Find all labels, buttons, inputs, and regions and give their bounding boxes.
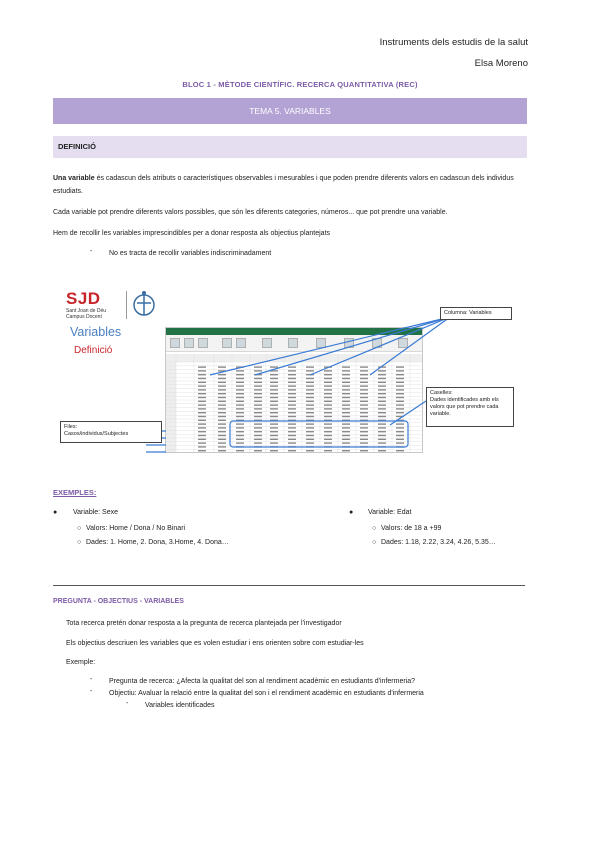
circle-bullet-icon: ○ [372,539,377,546]
exemples-heading: EXEMPLES: [53,488,97,497]
sjd-logo: SJD [66,289,101,308]
pregunta-b3: Variables identificades [145,702,215,709]
callout-files [60,421,162,443]
ex-right-dades: Dades: 1.18, 2.22, 3.24, 4.26, 5.35… [381,539,496,546]
section-definicio: DEFINICIÓ [53,136,527,158]
para1-rest: és cadascun dels atributs o característiques observables i mesurables i que poden prendre diferents valors en cadascun dels individus estudiats. [53,175,514,195]
circle-bullet-icon: ○ [77,525,82,532]
tema-title: TEMA 5. VARIABLES [53,98,527,124]
para1-bold: Una variable [53,175,95,182]
bullet-icon: ● [53,509,58,516]
callout-columns: Columna: Variables [440,307,512,320]
logo-sub-line2: Campus Docent [66,314,102,320]
definicio-bullet1: No es tracta de recollir variables indiscriminadament [109,250,272,257]
pregunta-para2: Els objectius descriuen les variables que es volen estudiar i ens orienten sobre com estudiar-les [66,640,364,647]
bloc-title: BLOC 1 - MÈTODE CIENTÍFIC. RECERCA QUANTITATIVA (REC) [182,80,418,89]
pregunta-para1: Tota recerca pretén donar resposta a la pregunta de recerca plantejada per l'investigador [66,620,342,627]
header-author: Elsa Moreno [474,58,528,69]
circle-bullet-icon: ○ [77,539,82,546]
bullet-icon: ● [349,509,354,516]
section-divider [53,585,525,586]
dash-bullet: - [90,688,93,695]
callout-files-body: Casos/individus/Subjectes [64,431,129,437]
callout-dades [426,387,514,427]
ex-right-variable: Variable: Edat [368,509,412,516]
pregunta-exemple-label: Exemple: [66,659,96,666]
figure-title: Variables [70,325,122,339]
definicio-para2: Cada variable pot prendre diferents valors possibles, que són les diferents categories, números... que pot prendre una variable. [53,209,448,216]
circle-bullet-icon: ○ [372,525,377,532]
callout-dades-body: Dades identificades amb els valors que pot prendre cada variable. [430,397,499,417]
pregunta-b1: Pregunta de recerca: ¿Afecta la qualitat del son al rendiment acadèmic en estudiants d'infermeria? [109,678,416,685]
pregunta-heading: PREGUNTA - OBJECTIUS - VARIABLES [53,598,184,605]
dash-bullet: - [126,700,129,707]
callout-files-title: Files: [64,424,78,430]
ex-right-valors: Valors: de 18 a +99 [381,525,442,532]
variables-figure [60,283,530,453]
definicio-para1 [53,172,523,198]
definicio-para3: Hem de recollir les variables imprescindibles per a donar resposta als objectius plantejats [53,230,331,237]
dash-bullet: - [90,248,93,255]
callout-dades-title: Caselles: [430,390,453,396]
figure-subtitle: Definició [74,345,113,356]
ex-left-dades: Dades: 1. Home, 2. Dona, 3.Home, 4. Dona… [86,539,229,546]
dash-bullet: - [90,676,93,683]
ex-left-variable: Variable: Sexe [73,509,119,516]
ex-left-valors: Valors: Home / Dona / No Binari [86,525,186,532]
pregunta-b2: Objectiu: Avaluar la relació entre la qualitat del son i el rendiment acadèmic en estudiants d'infermeria [109,690,424,697]
header-course: Instruments dels estudis de la salut [379,37,528,48]
logo-sub-line1: Sant Joan de Déu [66,308,107,314]
